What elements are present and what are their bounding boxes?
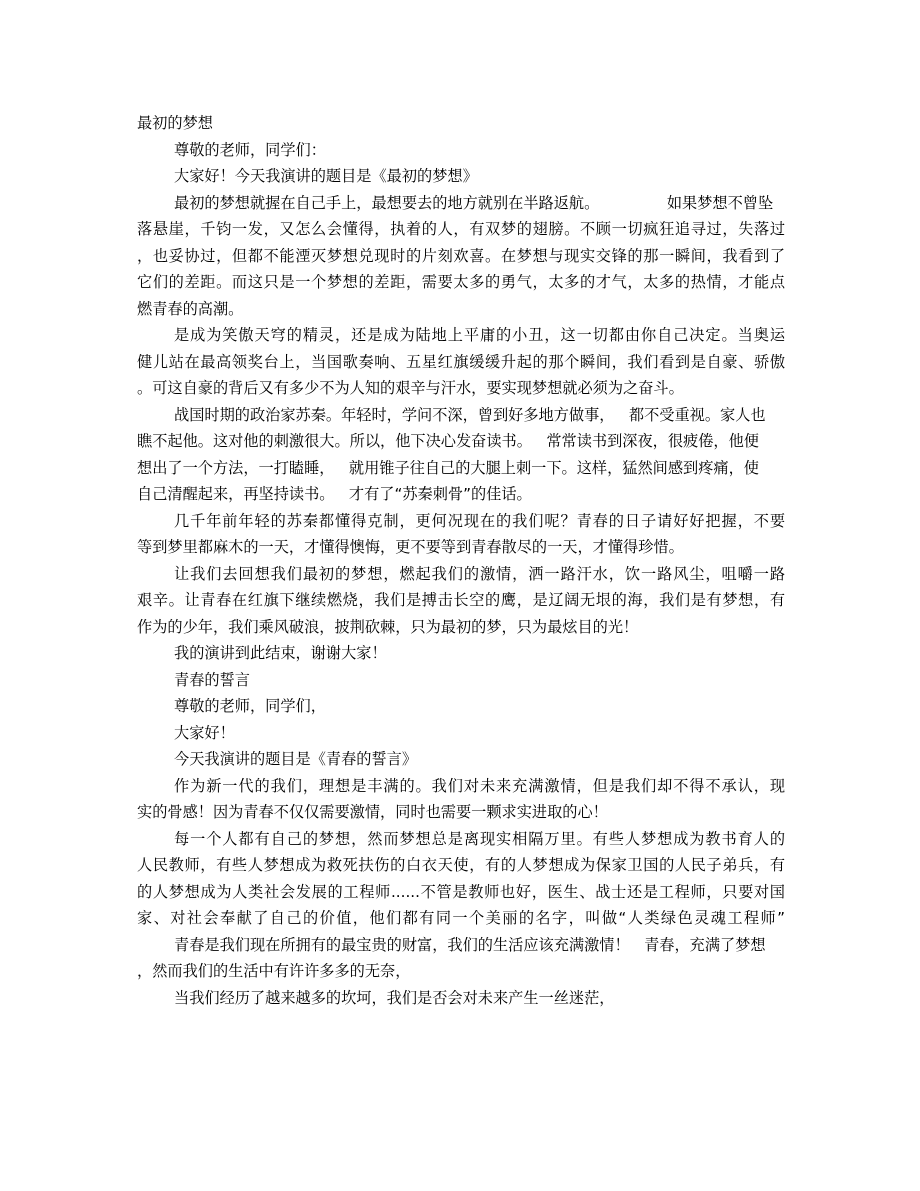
paragraph-line: ，也妥协过，但都不能湮灭梦想兑现时的片刻欢喜。在梦想与现实交锋的那一瞬间，我看到了 xyxy=(137,246,785,265)
salutation: 尊敬的老师，同学们， xyxy=(174,697,326,715)
paragraph-line: 作为新一代的我们，理想是丰满的。我们对未来充满激情，但是我们却不得不承认，现 xyxy=(174,776,785,795)
paragraph-line: 它们的差距。而这只是一个梦想的差距，需要太多的勇气，太多的才气，太多的热情，才能点 xyxy=(137,273,785,291)
paragraph-line: 等到梦里都麻木的一天，才懂得懊悔，更不要等到青春散尽的一天，才懂得珍惜。 xyxy=(137,538,684,556)
paragraph-line: 燃青春的高潮。 xyxy=(137,299,244,318)
greeting-line: 大家好！ xyxy=(174,723,235,742)
paragraph-line: 是成为笑傲天穹的精灵，还是成为陆地上平庸的小丑，这一切都由你自己决定。当奥运 xyxy=(174,326,785,344)
paragraph-line: 想出了一个方法，一打瞌睡， 就用锥子往自己的大腿上刺一下。这样，猛然间感到疼痛，使 xyxy=(137,458,759,477)
paragraph-line: 人民教师，有些人梦想成为救死扶伤的白衣天使，有的人梦想成为保家卫国的人民子弟兵，有 xyxy=(137,856,785,874)
paragraph-line: 青春是我们现在所拥有的最宝贵的财富，我们的生活应该充满激情！ 青春，充满了梦想 xyxy=(174,935,766,954)
second-speech-title: 青春的誓言 xyxy=(174,670,250,689)
paragraph-line: 。可这自豪的背后又有多少不为人知的艰辛与汗水，要实现梦想就必须为之奋斗。 xyxy=(137,379,684,397)
topic-line: 今天我演讲的题目是《青春的誓言》 xyxy=(174,750,417,768)
paragraph-line: 当我们经历了越来越多的坎坷，我们是否会对未来产生一丝迷茫， xyxy=(174,988,615,1007)
paragraph-line: 让我们去回想我们最初的梦想，燃起我们的激情，洒一路汗水，饮一路风尘，咀嚼一路 xyxy=(174,564,785,583)
paragraph-line: 落悬崖，千钧一发，又怎么会懂得，执着的人，有双梦的翅膀。不顾一切疯狂追寻过，失落过 xyxy=(137,220,785,238)
salutation: 尊敬的老师，同学们： xyxy=(174,140,326,159)
greeting-line: 大家好！今天我演讲的题目是《最初的梦想》 xyxy=(174,167,478,185)
paragraph-line: 作为的少年，我们乘风破浪，披荆砍棘，只为最初的梦，只为最炫目的光！ xyxy=(137,617,639,636)
paragraph-line: 艰辛。让青春在红旗下继续燃烧，我们是搏击长空的鹰，是辽阔无垠的海，我们是有梦想，有 xyxy=(137,591,785,609)
paragraph-line: 战国时期的政治家苏秦。年轻时，学问不深，曾到好多地方做事， 都不受重视。家人也 xyxy=(174,405,766,424)
closing-line: 我的演讲到此结束，谢谢大家！ xyxy=(174,644,387,662)
paragraph-line: 几千年前年轻的苏秦都懂得克制，更何况现在的我们呢？青春的日子请好好把握，不要 xyxy=(174,511,785,530)
paragraph-line: 家、对社会奉献了自己的价值，他们都有同一个美丽的名字，叫做“人类绿色灵魂工程师” xyxy=(137,909,785,927)
paragraph-line: 自己清醒起来，再坚持读书。 才有了“苏秦刺骨”的佳话。 xyxy=(137,485,532,503)
document-title: 最初的梦想 xyxy=(137,114,213,132)
paragraph-line: 最初的梦想就握在自己手上，最想要去的地方就别在半路返航。 如果梦想不曾坠 xyxy=(174,193,774,212)
paragraph-line: 瞧不起他。这对他的刺激很大。所以，他下决心发奋读书。 常常读书到深夜，很疲倦，他便 xyxy=(137,432,759,450)
paragraph-line: 实的骨感！因为青春不仅仅需要激情，同时也需要一颗求实进取的心！ xyxy=(137,803,608,821)
paragraph-line: ，然而我们的生活中有许许多多的无奈， xyxy=(137,962,411,980)
paragraph-line: 每一个人都有自己的梦想，然而梦想总是离现实相隔万里。有些人梦想成为教书育人的 xyxy=(174,829,785,848)
paragraph-line: 健儿站在最高领奖台上，当国歌奏响、五星红旗缓缓升起的那个瞬间，我们看到是自豪、骄傲 xyxy=(137,352,785,371)
document-page xyxy=(137,110,785,1011)
paragraph-line: 的人梦想成为人类社会发展的工程师......不管是教师也好，医生、战士还是工程师，只要对国 xyxy=(137,882,785,901)
